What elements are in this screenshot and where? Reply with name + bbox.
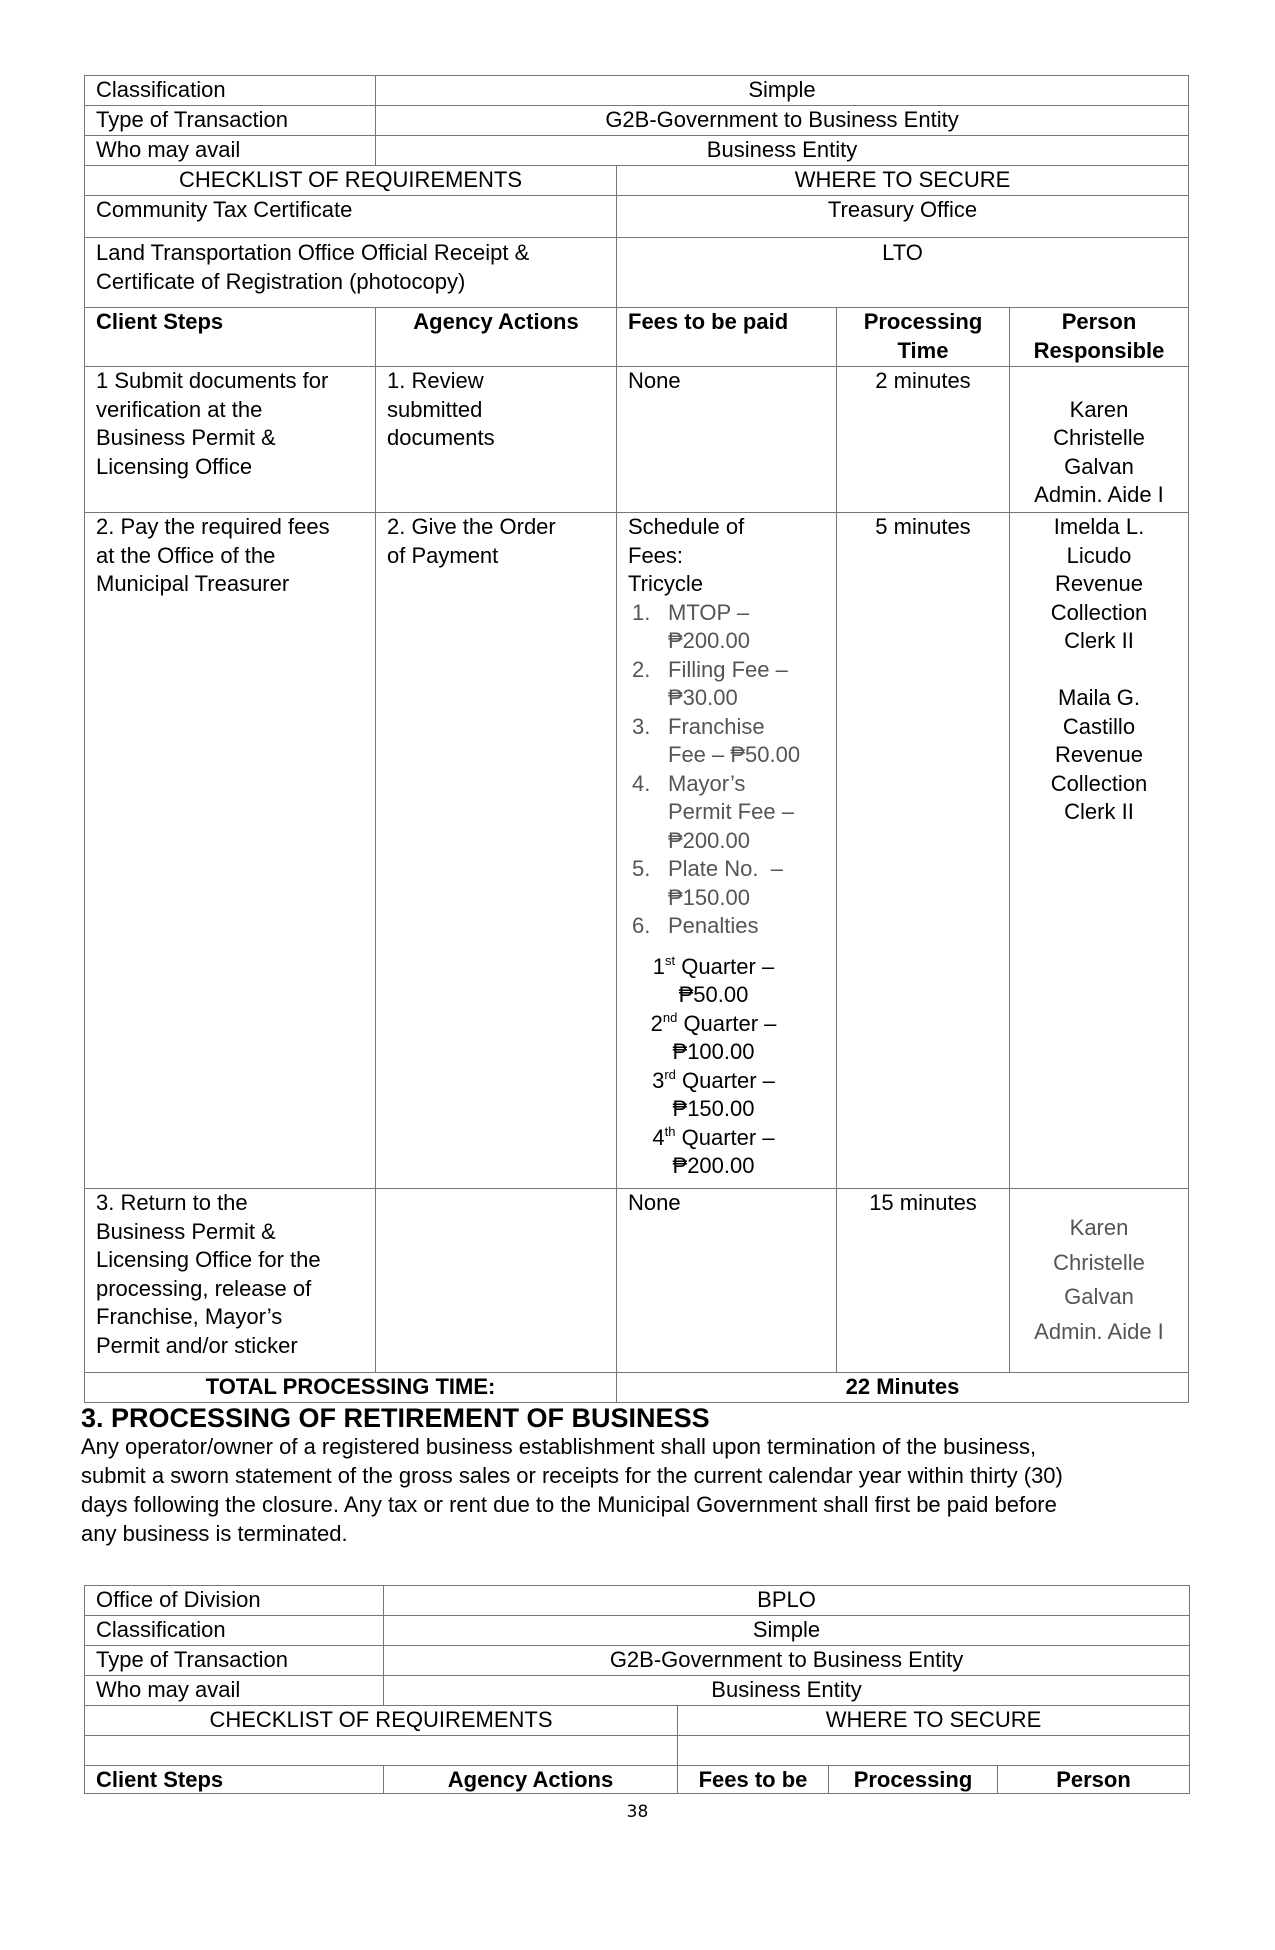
step-2-time: 5 minutes <box>836 512 1010 1189</box>
person-text: Castillo <box>1062 713 1136 739</box>
step-2-agency <box>375 512 617 1189</box>
fee-item <box>628 855 825 912</box>
fee-item-text: MTOP – <box>668 599 750 625</box>
info-label: Type of Transaction <box>84 1645 384 1676</box>
paragraph-line: submit a sworn statement of the gross sales or receipts for the current calendar year within thirty (30) <box>81 1463 1063 1488</box>
fee-item <box>628 912 825 941</box>
requirement-item <box>84 195 617 238</box>
penalty-quarters <box>628 953 825 1181</box>
step-3-fees: None <box>616 1188 837 1373</box>
step-1-client <box>84 366 376 513</box>
step-text: Franchise, Mayor’s <box>96 1304 283 1329</box>
step-1-agency <box>375 366 617 513</box>
step-text: Licensing Office <box>96 453 253 479</box>
step-text: Municipal Treasurer <box>96 571 290 596</box>
agency-text: 1. Review <box>387 368 484 393</box>
quarter-label: 3rd Quarter – <box>652 1066 775 1093</box>
requirement-text: Community Tax Certificate <box>96 197 353 222</box>
person-spacer <box>1012 656 1186 685</box>
fee-item <box>628 656 825 713</box>
person-text: Collection <box>1050 599 1148 625</box>
step-text: 1 Submit documents for <box>96 368 329 393</box>
fee-item-text: Mayor’s <box>668 770 746 796</box>
fee-item-number: 4. <box>632 770 651 796</box>
fee-item-text: Penalties <box>668 913 759 938</box>
step-1-person <box>1009 366 1189 513</box>
section-heading: 3. PROCESSING OF RETIREMENT OF BUSINESS <box>81 1403 710 1433</box>
fees-text: Fees: <box>628 542 684 568</box>
person-text: Karen <box>1069 1215 1129 1240</box>
info-label: Office of Division <box>84 1585 384 1616</box>
paragraph-line: Any operator/owner of a registered business establishment shall upon termination of the business, <box>81 1434 1037 1459</box>
info-value: Simple <box>375 75 1189 106</box>
fee-item-number: 5. <box>632 856 651 881</box>
step-2-fees <box>616 512 837 1189</box>
fees-text: Tricycle <box>628 571 703 596</box>
info-value: Business Entity <box>375 135 1189 166</box>
header-processing-time: Processing <box>828 1765 998 1794</box>
step-1-time: 2 minutes <box>836 366 1010 513</box>
person-text: Galvan <box>1064 1284 1134 1309</box>
header-text: Responsible <box>1033 337 1165 363</box>
checklist-header: CHECKLIST OF REQUIREMENTS <box>84 165 617 196</box>
fee-item-number: 1. <box>632 599 651 625</box>
quarter-amount: ₱50.00 <box>678 982 749 1007</box>
requirement-item <box>84 237 617 308</box>
person-text: Christelle <box>1053 425 1145 450</box>
info-label: Who may avail <box>84 1675 384 1706</box>
header-text: Person <box>1061 309 1137 334</box>
fees-text: Schedule of <box>628 514 745 539</box>
header-agency-actions: Agency Actions <box>375 307 617 367</box>
fee-item-text: Permit Fee – <box>668 799 794 824</box>
person-text: Christelle <box>1053 1249 1145 1275</box>
header-person-responsible: Person <box>997 1765 1190 1794</box>
person-text: Imelda L. <box>1053 514 1145 539</box>
person-text: Collection <box>1050 770 1148 796</box>
header-agency-actions: Agency Actions <box>383 1765 678 1794</box>
header-client-steps: Client Steps <box>84 1765 384 1794</box>
info-value: G2B-Government to Business Entity <box>375 105 1189 136</box>
header-text: Processing <box>863 309 983 334</box>
info-value: G2B-Government to Business Entity <box>383 1645 1190 1676</box>
person-text: Revenue <box>1054 742 1144 767</box>
info-label: Classification <box>84 75 376 106</box>
requirement-source: Treasury Office <box>616 195 1189 238</box>
requirement-text: Land Transportation Office Official Receipt & <box>96 240 530 265</box>
person-text: Galvan <box>1064 453 1134 479</box>
header-fees: Fees to be <box>677 1765 829 1794</box>
step-text: Business Permit & <box>96 1218 276 1244</box>
fee-item-text: ₱30.00 <box>668 685 738 710</box>
quarter-label: 4th Quarter – <box>652 1123 775 1150</box>
paragraph-line: any business is terminated. <box>81 1521 348 1546</box>
step-3-client <box>84 1188 376 1373</box>
step-text: Business Permit & <box>96 425 276 450</box>
fee-schedule-list <box>628 599 825 941</box>
person-text: Admin. Aide I <box>1034 482 1164 507</box>
quarter-amount: ₱100.00 <box>672 1039 755 1064</box>
info-value: Simple <box>383 1615 1190 1646</box>
info-label: Type of Transaction <box>84 105 376 136</box>
fee-item-number: 2. <box>632 656 651 682</box>
quarter-amount: ₱200.00 <box>672 1153 755 1178</box>
agency-text: submitted <box>387 396 483 422</box>
person-text: Revenue <box>1054 571 1144 596</box>
info-label: Classification <box>84 1615 384 1646</box>
requirement-item-empty <box>84 1735 678 1766</box>
agency-text: of Payment <box>387 542 499 568</box>
header-person-responsible <box>1009 307 1189 367</box>
section-paragraph <box>81 1432 1063 1548</box>
where-to-secure-header: WHERE TO SECURE <box>616 165 1189 196</box>
step-text: Permit and/or sticker <box>96 1332 298 1358</box>
requirement-source: LTO <box>616 237 1189 308</box>
fee-item-text: ₱200.00 <box>668 827 750 853</box>
requirement-source-empty <box>677 1735 1190 1766</box>
where-to-secure-header: WHERE TO SECURE <box>677 1705 1190 1736</box>
person-text: Clerk II <box>1064 799 1134 824</box>
paragraph-line: days following the closure. Any tax or rent due to the Municipal Government shall first be paid before <box>81 1492 1057 1517</box>
step-text: 2. Pay the required fees <box>96 514 330 539</box>
total-processing-value: 22 Minutes <box>616 1372 1189 1403</box>
checklist-header: CHECKLIST OF REQUIREMENTS <box>84 1705 678 1736</box>
person-text: Maila G. <box>1058 685 1140 710</box>
header-processing-time <box>836 307 1010 367</box>
step-text: verification at the <box>96 396 263 422</box>
header-client-steps: Client Steps <box>84 307 376 367</box>
step-text: at the Office of the <box>96 542 276 568</box>
quarter-label: 2nd Quarter – <box>650 1009 777 1036</box>
fee-item-text: Filling Fee – <box>668 656 788 682</box>
step-1-fees: None <box>616 366 837 513</box>
quarter-amount: ₱150.00 <box>672 1096 755 1121</box>
quarter-label: 1st Quarter – <box>652 952 775 979</box>
info-value: BPLO <box>383 1585 1190 1616</box>
fee-item-text: ₱200.00 <box>668 628 750 653</box>
person-text: Admin. Aide I <box>1034 1318 1164 1344</box>
header-text: Time <box>897 337 949 363</box>
step-2-client <box>84 512 376 1189</box>
total-processing-label: TOTAL PROCESSING TIME: <box>84 1372 617 1403</box>
agency-text: documents <box>387 425 495 450</box>
fee-item <box>628 770 825 856</box>
info-label: Who may avail <box>84 135 376 166</box>
fee-item-text: Plate No. – <box>668 856 783 881</box>
step-3-person <box>1009 1188 1189 1373</box>
step-text: Licensing Office for the <box>96 1247 321 1272</box>
info-value: Business Entity <box>383 1675 1190 1706</box>
person-text: Licudo <box>1066 542 1132 568</box>
fee-item-number: 3. <box>632 713 651 739</box>
person-text: Karen <box>1069 396 1129 422</box>
step-2-person <box>1009 512 1189 1189</box>
step-3-agency <box>375 1188 617 1373</box>
fee-item-text: Franchise <box>668 713 765 739</box>
step-text: 3. Return to the <box>96 1190 248 1215</box>
fee-item-number: 6. <box>632 913 651 938</box>
fee-item <box>628 713 825 770</box>
page-number: 38 <box>626 1802 649 1822</box>
requirement-text: Certificate of Registration (photocopy) <box>96 268 466 294</box>
header-fees: Fees to be paid <box>616 307 837 367</box>
person-text: Clerk II <box>1064 628 1134 653</box>
step-text: processing, release of <box>96 1275 312 1301</box>
fee-item <box>628 599 825 656</box>
fee-item-text: ₱150.00 <box>668 884 750 910</box>
fee-item-text: Fee – ₱50.00 <box>668 742 801 767</box>
agency-text: 2. Give the Order <box>387 514 556 539</box>
step-3-time: 15 minutes <box>836 1188 1010 1373</box>
